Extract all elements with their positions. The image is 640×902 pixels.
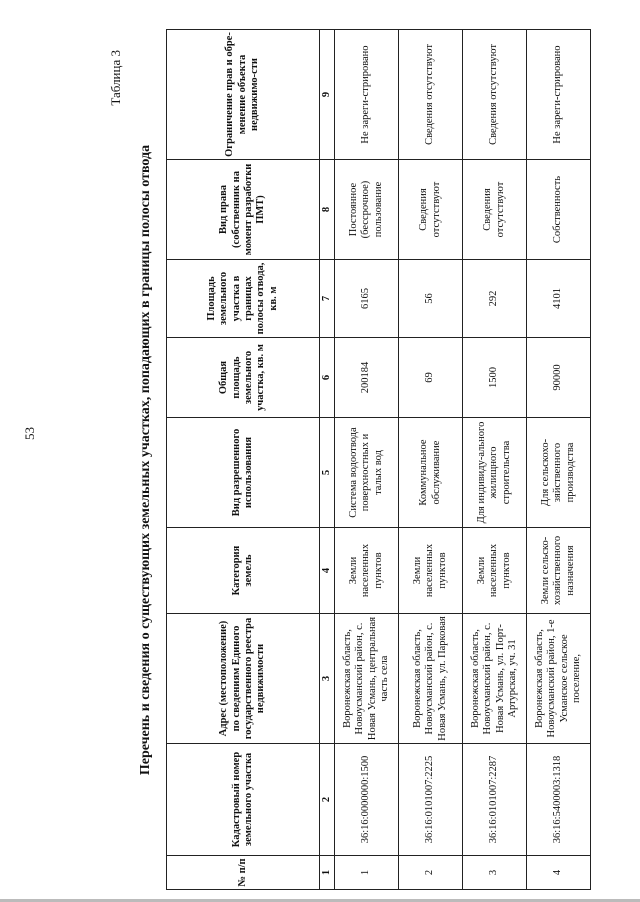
table-cell: Воронежская область, Новоусманский район, с. Новая Усмань, центральная часть села xyxy=(335,614,399,744)
table-cell: 1500 xyxy=(463,338,527,418)
column-number: 9 xyxy=(320,30,335,160)
table-row xyxy=(399,30,463,890)
header-cell: Адрес (местоположение) по сведениям Единого государственного реестра недвижимости xyxy=(167,614,320,744)
page-number: 53 xyxy=(22,427,37,440)
table-cell: Для сельскохо-зяйственного производства xyxy=(527,418,591,528)
table-cell: 56 xyxy=(399,260,463,338)
table-cell: 4 xyxy=(527,856,591,890)
column-number: 2 xyxy=(320,744,335,856)
table-cell: Постоянное (бессрочное) пользование xyxy=(335,160,399,260)
table-cell: 2 xyxy=(399,856,463,890)
table-cell: Земли сельско-хозяйственного назначения xyxy=(527,528,591,614)
table-cell: Не зареги-стрировано xyxy=(335,30,399,160)
land-plots-table xyxy=(166,29,591,890)
header-cell: Вид разрешенного использования xyxy=(167,418,320,528)
table-cell: Система водоотвода поверхностных и талых вод xyxy=(335,418,399,528)
table-row xyxy=(463,30,527,890)
table-row xyxy=(527,30,591,890)
column-number-row xyxy=(320,30,335,890)
header-cell: Вид права (собственник на момент разработки ПМТ) xyxy=(167,160,320,260)
table-cell: Земли населенных пунктов xyxy=(399,528,463,614)
table-cell: Воронежская область, Новоусманский район, 1-е Усманское сельское поселение, xyxy=(527,614,591,744)
table-cell: 69 xyxy=(399,338,463,418)
table-cell: 292 xyxy=(463,260,527,338)
table-cell: 3 xyxy=(463,856,527,890)
table-cell: Коммунальное обслуживание xyxy=(399,418,463,528)
table-cell: Сведения отсутствуют xyxy=(463,30,527,160)
table-cell: 6165 xyxy=(335,260,399,338)
header-row xyxy=(167,30,320,890)
table-cell: Собственность xyxy=(527,160,591,260)
header-cell: Площадь земельного участка в границах полосы отвода, кв. м xyxy=(167,260,320,338)
column-number: 1 xyxy=(320,856,335,890)
table-cell: Для индивиду-ального жилищного строительства xyxy=(463,418,527,528)
table-cell: Земли населенных пунктов xyxy=(335,528,399,614)
table-cell: Сведения отсутствуют xyxy=(463,160,527,260)
column-number: 8 xyxy=(320,160,335,260)
header-cell: № п/п xyxy=(167,856,320,890)
header-cell: Категория земель xyxy=(167,528,320,614)
rotated-page-content xyxy=(108,30,582,890)
column-number: 6 xyxy=(320,338,335,418)
header-cell: Кадастровый номер земельного участка xyxy=(167,744,320,856)
table-row xyxy=(335,30,399,890)
table-cell: 36:16:5400003:1318 xyxy=(527,744,591,856)
table-cell: 200184 xyxy=(335,338,399,418)
table-cell: Не зареги-стрировано xyxy=(527,30,591,160)
table-cell: 90000 xyxy=(527,338,591,418)
table-cell: Земли населенных пунктов xyxy=(463,528,527,614)
column-number: 7 xyxy=(320,260,335,338)
header-cell: Общая площадь земельного участка, кв. м xyxy=(167,338,320,418)
table-label: Таблица 3 xyxy=(108,50,123,106)
table-cell: Воронежская область, Новоусманский район, с. Новая Усмань, ул. Порт-Артурская, уч. 31 xyxy=(463,614,527,744)
column-number: 4 xyxy=(320,528,335,614)
column-number: 5 xyxy=(320,418,335,528)
column-number: 3 xyxy=(320,614,335,744)
table-cell: 1 xyxy=(335,856,399,890)
table-title: Перечень и сведения о существующих земельных участках, попадающих в границы полосы отвода xyxy=(138,144,153,776)
table-cell: Сведения отсутствуют xyxy=(399,30,463,160)
header-cell: Ограничение прав и обре-менение объекта недвижимо-сти xyxy=(167,30,320,160)
table-cell: Воронежская область, Новоусманский район, с. Новая Усмань, ул. Парковая xyxy=(399,614,463,744)
table-cell: 36:16:0000000:1500 xyxy=(335,744,399,856)
table-cell: Сведения отсутствуют xyxy=(399,160,463,260)
table-cell: 36:16:0101007:2225 xyxy=(399,744,463,856)
table-cell: 4101 xyxy=(527,260,591,338)
table-cell: 36:16:0101007:2287 xyxy=(463,744,527,856)
